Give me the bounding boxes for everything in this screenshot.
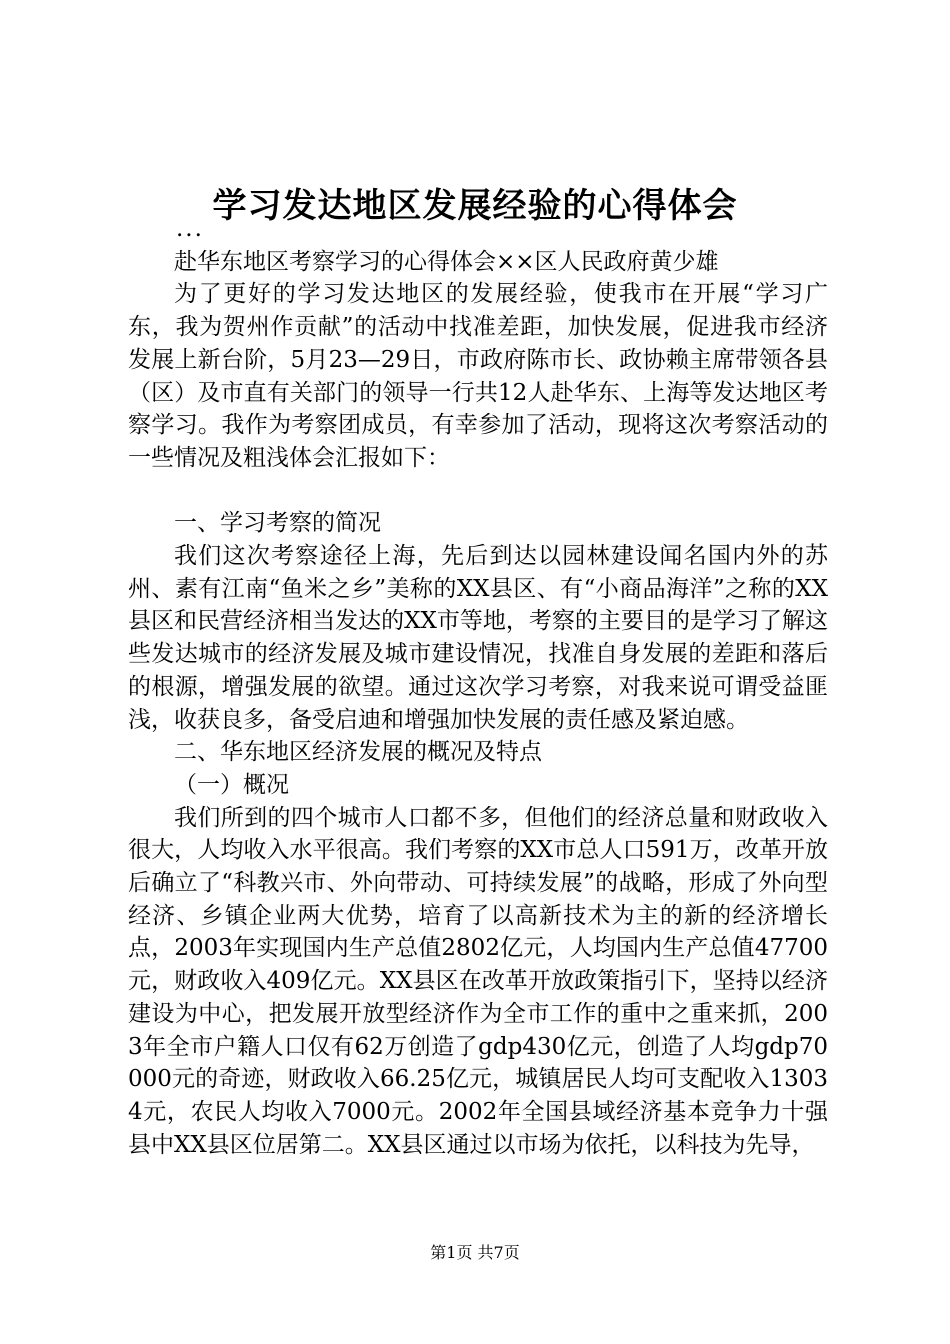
ellipsis-marker: ... bbox=[176, 216, 204, 242]
section-heading-2: 二、华东地区经济发展的概况及特点 bbox=[174, 739, 542, 766]
paragraph-gap bbox=[128, 475, 828, 508]
section-2-paragraph: 我们所到的四个城市人口都不多，但他们的经济总量和财政收入很大，人均收入水平很高。我们考察的XX市总人口591万，改革开放后确立了“科教兴市、外向带动、可持续发展”的战略，形成了外向型经济、乡镇企业两大优势，培育了以高新技术为主的新的经济增长点，2003年实现国内生产总值2802亿元，人均国内生产总值47700元，财政收入409亿元。XX县区在改革开放政策指引下，坚持以经济建设为中心，把发展开放型经济作为全市工作的重中之重来抓，2003年全市户籍人口仅有62万创造了gdp430亿元，创造了人均gdp70000元的奇迹，财政收入66.25亿元，城镇居民人均可支配收入13034元，农民人均收入7000元。2002年全国县域经济基本竞争力十强县中XX县区位居第二。XX县区通过以市场为依托，以科技为先导， bbox=[128, 804, 828, 1158]
subsection-heading-2-1: （一）概况 bbox=[174, 771, 289, 798]
document-body bbox=[128, 213, 828, 1161]
byline: 赴华东地区考察学习的心得体会××区人民政府黄少雄 bbox=[174, 248, 719, 275]
section-heading-1: 一、学习考察的简况 bbox=[174, 510, 381, 537]
document-title: 学习发达地区发展经验的心得体会 bbox=[212, 186, 738, 226]
page-number-footer: 第1页 共7页 bbox=[430, 1243, 520, 1262]
intro-paragraph: 为了更好的学习发达地区的发展经验，使我市在开展“学习广东，我为贺州作贡献”的活动中找准差距，加快发展，促进我市经济发展上新台阶，5月23—29日，市政府陈市长、政协赖主席带领各县（区）及市直有关部门的领导一行共12人赴华东、上海等发达地区考察学习。我作为考察团成员，有幸参加了活动，现将这次考察活动的一些情况及粗浅体会汇报如下： bbox=[128, 281, 828, 471]
section-1-paragraph: 我们这次考察途径上海，先后到达以园林建设闻名国内外的苏州、素有江南“鱼米之乡”美称的XX县区、有“小商品海洋”之称的XX县区和民营经济相当发达的XX市等地，考察的主要目的是学习了解这些发达城市的经济发展及城市建设情况，找准自身发展的差距和落后的根源，增强发展的欲望。通过这次学习考察，对我来说可谓受益匪浅，收获良多，备受启迪和增强加快发展的责任感及紧迫感。 bbox=[128, 543, 828, 733]
